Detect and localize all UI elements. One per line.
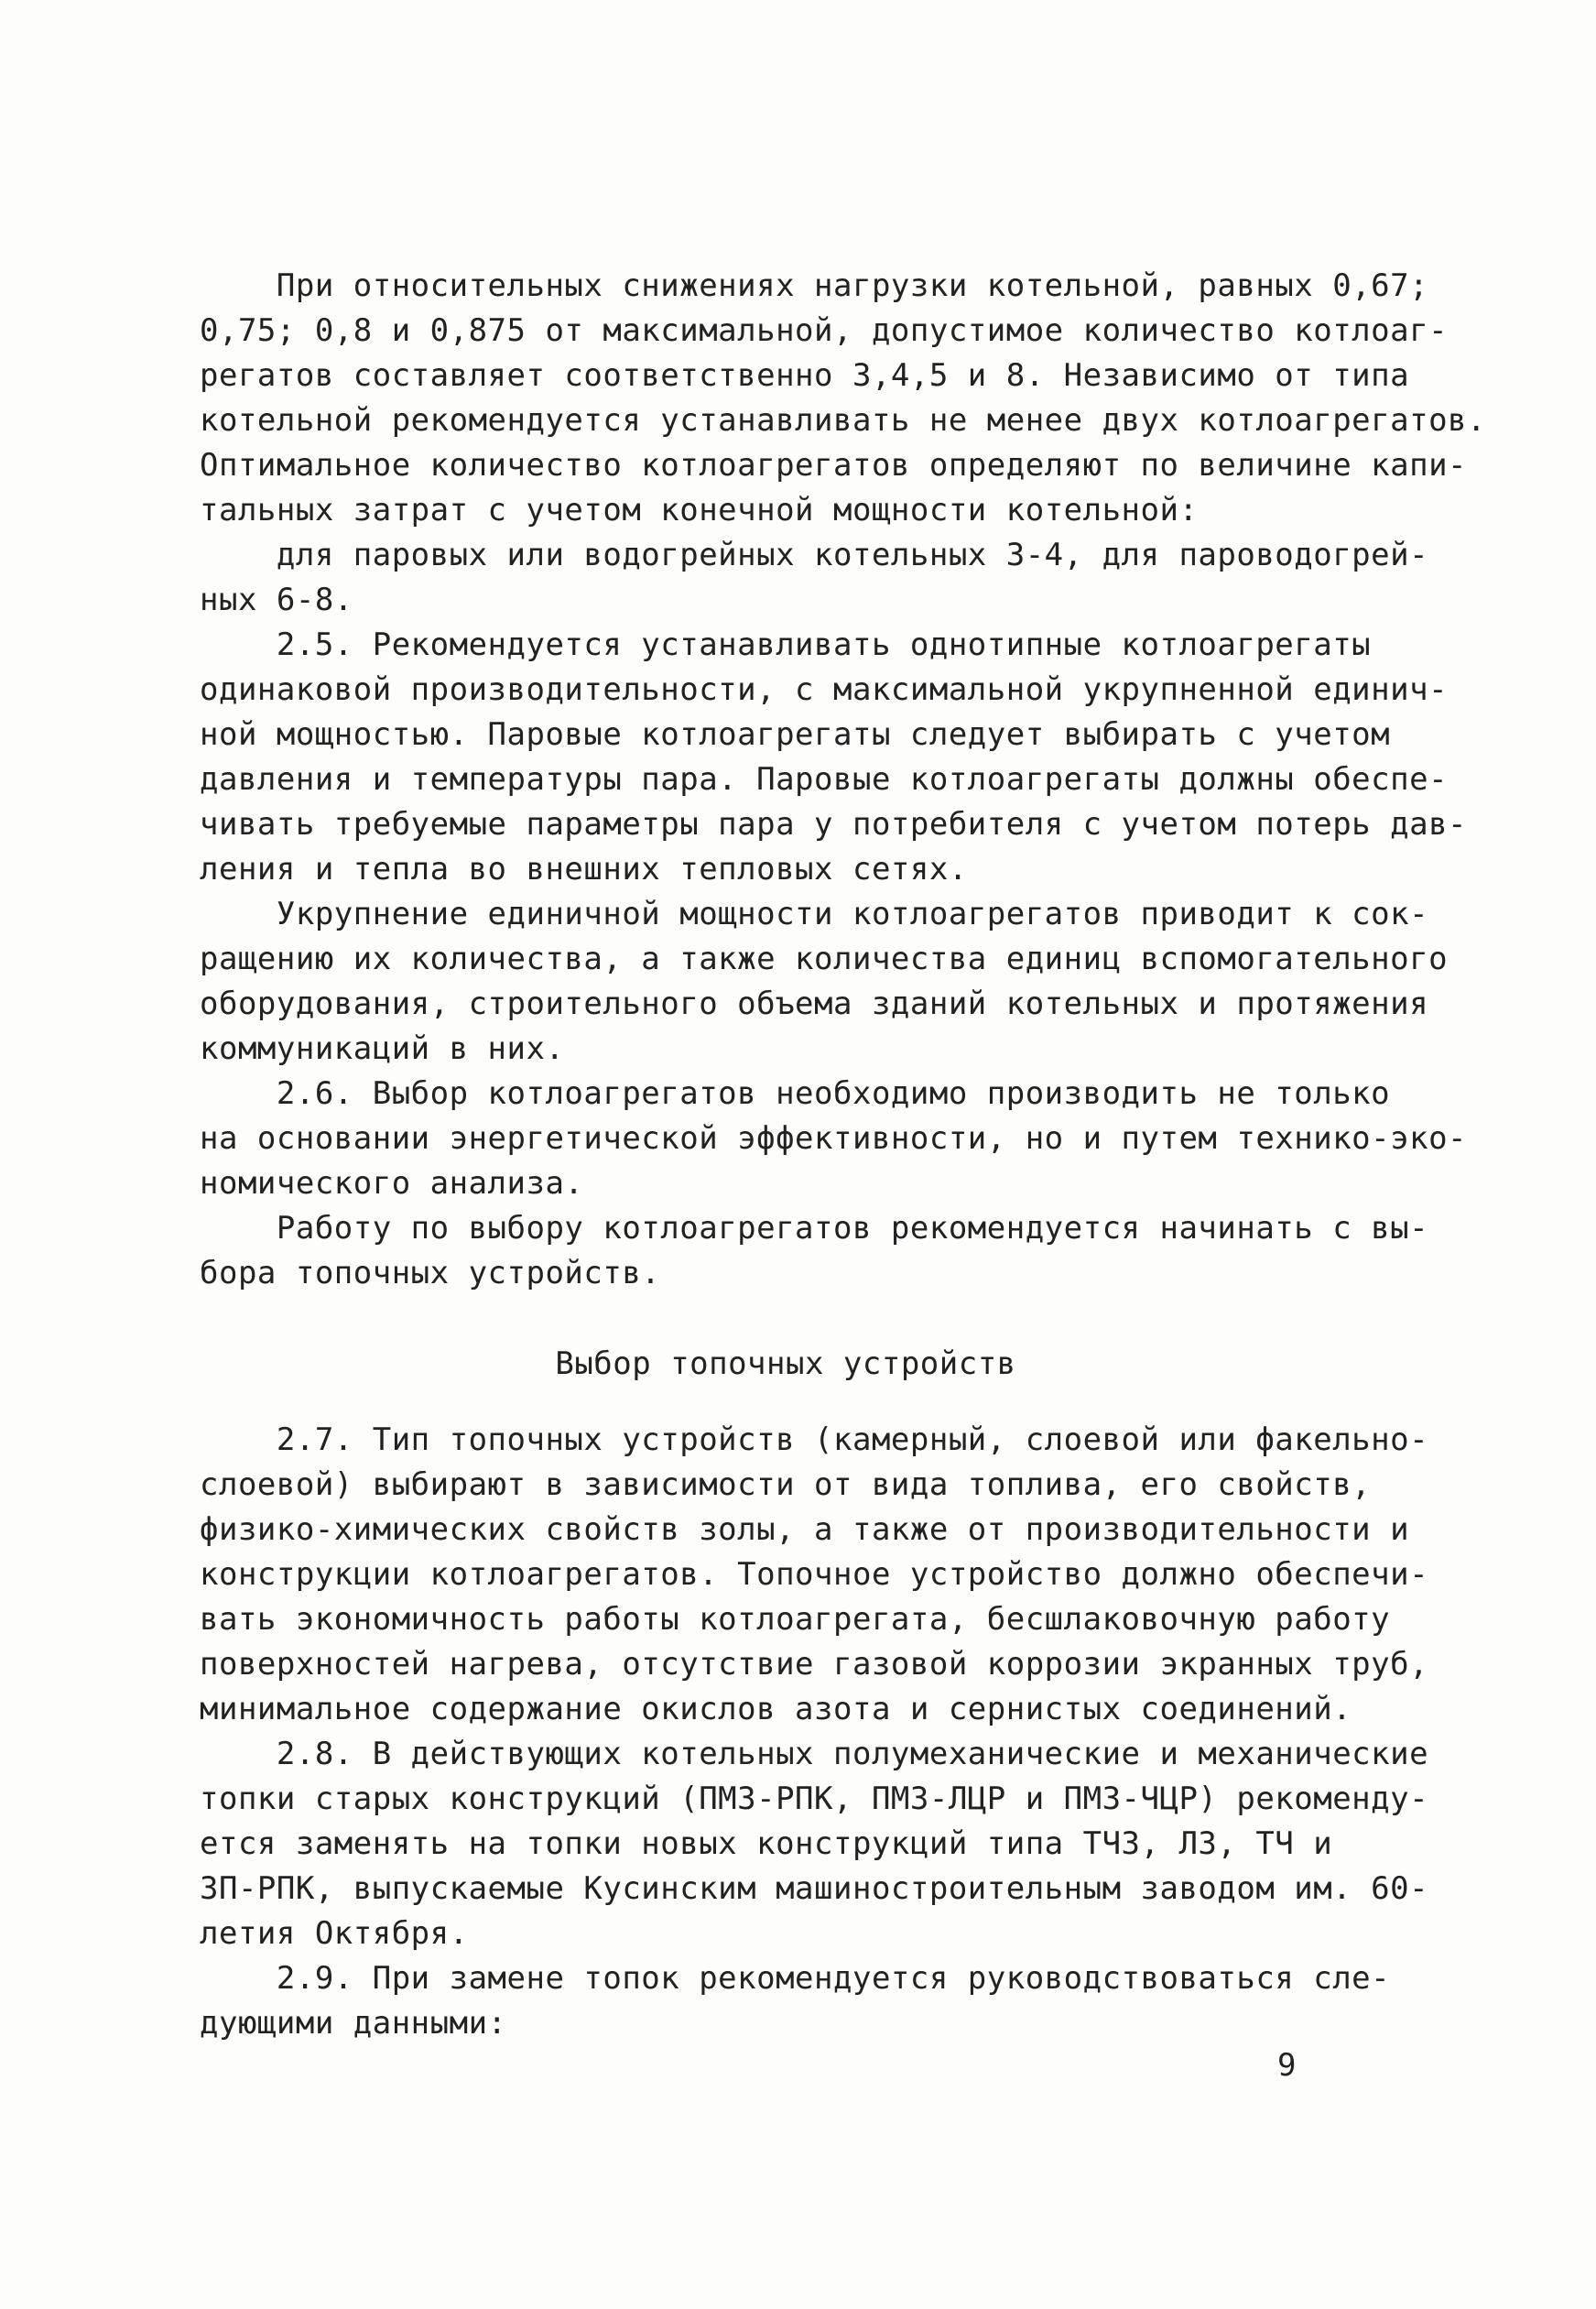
text-line: котельной рекомендуется устанавливать не менее двух котлоагрегатов. <box>200 402 1486 439</box>
text-line: летия Октября. <box>200 1915 469 1952</box>
text-line: ращению их количества, а также количества единиц вспомогательного <box>200 941 1449 977</box>
text-line: чивать требуемые параметры пара у потребителя с учетом потерь дав- <box>200 806 1468 843</box>
text-line: Укрупнение единичной мощности котлоагрегатов приводит к сок- <box>200 896 1429 932</box>
text-line: 2.7. Тип топочных устройств (камерный, слоевой или факельно- <box>200 1421 1429 1458</box>
page-body <box>200 264 1486 2046</box>
text-line: регатов составляет соответственно 3,4,5 и 8. Независимо от типа <box>200 357 1410 394</box>
paragraph-load-reduction <box>200 264 1486 623</box>
text-line: Работу по выбору котлоагрегатов рекомендуется начинать с вы- <box>200 1210 1429 1247</box>
text-line: конструкции котлоагрегатов. Топочное устройство должно обеспечи- <box>200 1556 1429 1593</box>
text-line: При относительных снижениях нагрузки котельной, равных 0,67; <box>200 267 1429 304</box>
text-line: бора топочных устройств. <box>200 1255 661 1291</box>
text-line: 2.8. В действующих котельных полумеханические и механические <box>200 1736 1429 1772</box>
text-line: тальных затрат с учетом конечной мощности котельной: <box>200 492 1199 528</box>
text-line: ления и тепла во внешних тепловых сетях. <box>200 851 968 888</box>
text-line: ЗП-РПК, выпускаемые Кусинским машиностроительным заводом им. 60- <box>200 1870 1429 1907</box>
text-line: ной мощностью. Паровые котлоагрегаты следует выбирать с учетом <box>200 716 1391 753</box>
text-line: вать экономичность работы котлоагрегата, бесшлаковочную работу <box>200 1601 1391 1638</box>
text-line: номического анализа. <box>200 1165 584 1202</box>
text-line: 2.6. Выбор котлоагрегатов необходимо производить не только <box>200 1075 1391 1112</box>
text-line: дующими данными: <box>200 2005 507 2042</box>
paragraph-2-9 <box>200 1956 1391 2046</box>
text-line: 2.9. При замене топок рекомендуется руководствоваться сле- <box>200 1960 1391 1997</box>
paragraph-2-5 <box>200 623 1468 892</box>
text-line: минимальное содержание окислов азота и сернистых соединений. <box>200 1691 1352 1727</box>
text-line: оборудования, строительного объема зданий котельных и протяжения <box>200 986 1429 1022</box>
page-number: 9 <box>1277 2047 1297 2084</box>
text-line: 2.5. Рекомендуется устанавливать однотипные котлоагрегаты <box>200 626 1372 663</box>
paragraph-selection-work <box>200 1206 1429 1296</box>
paragraph-enlargement <box>200 892 1449 1072</box>
text-line: топки старых конструкций (ПМЗ-РПК, ПМЗ-ЛЦР и ПМЗ-ЧЦР) рекоменду- <box>200 1781 1429 1817</box>
text-line: коммуникаций в них. <box>200 1030 565 1067</box>
paragraph-2-6 <box>200 1072 1468 1206</box>
text-line: 0,75; 0,8 и 0,875 от максимальной, допустимое количество котлоаг- <box>200 312 1449 349</box>
text-line: ется заменять на топки новых конструкций типа ТЧЗ, ЛЗ, ТЧ и <box>200 1825 1333 1862</box>
text-line: для паровых или водогрейных котельных 3-4, для пароводогрей- <box>200 537 1429 573</box>
paragraph-2-8 <box>200 1732 1429 1956</box>
text-line: поверхностей нагрева, отсутствие газовой коррозии экранных труб, <box>200 1646 1429 1683</box>
text-line: Оптимальное количество котлоагрегатов определяют по величине капи- <box>200 447 1468 484</box>
section-heading: Выбор топочных устройств <box>555 1345 1016 1382</box>
text-line: одинаковой производительности, с максимальной укрупненной единич- <box>200 671 1449 708</box>
text-line: физико-химических свойств золы, а также от производительности и <box>200 1511 1410 1548</box>
paragraph-2-7 <box>200 1418 1429 1732</box>
text-line: давления и температуры пара. Паровые котлоагрегаты должны обеспе- <box>200 761 1449 798</box>
text-line: на основании энергетической эффективности, но и путем технико-эко- <box>200 1120 1468 1157</box>
text-line: слоевой) выбирают в зависимости от вида топлива, его свойств, <box>200 1466 1372 1503</box>
text-line: ных 6-8. <box>200 582 353 618</box>
